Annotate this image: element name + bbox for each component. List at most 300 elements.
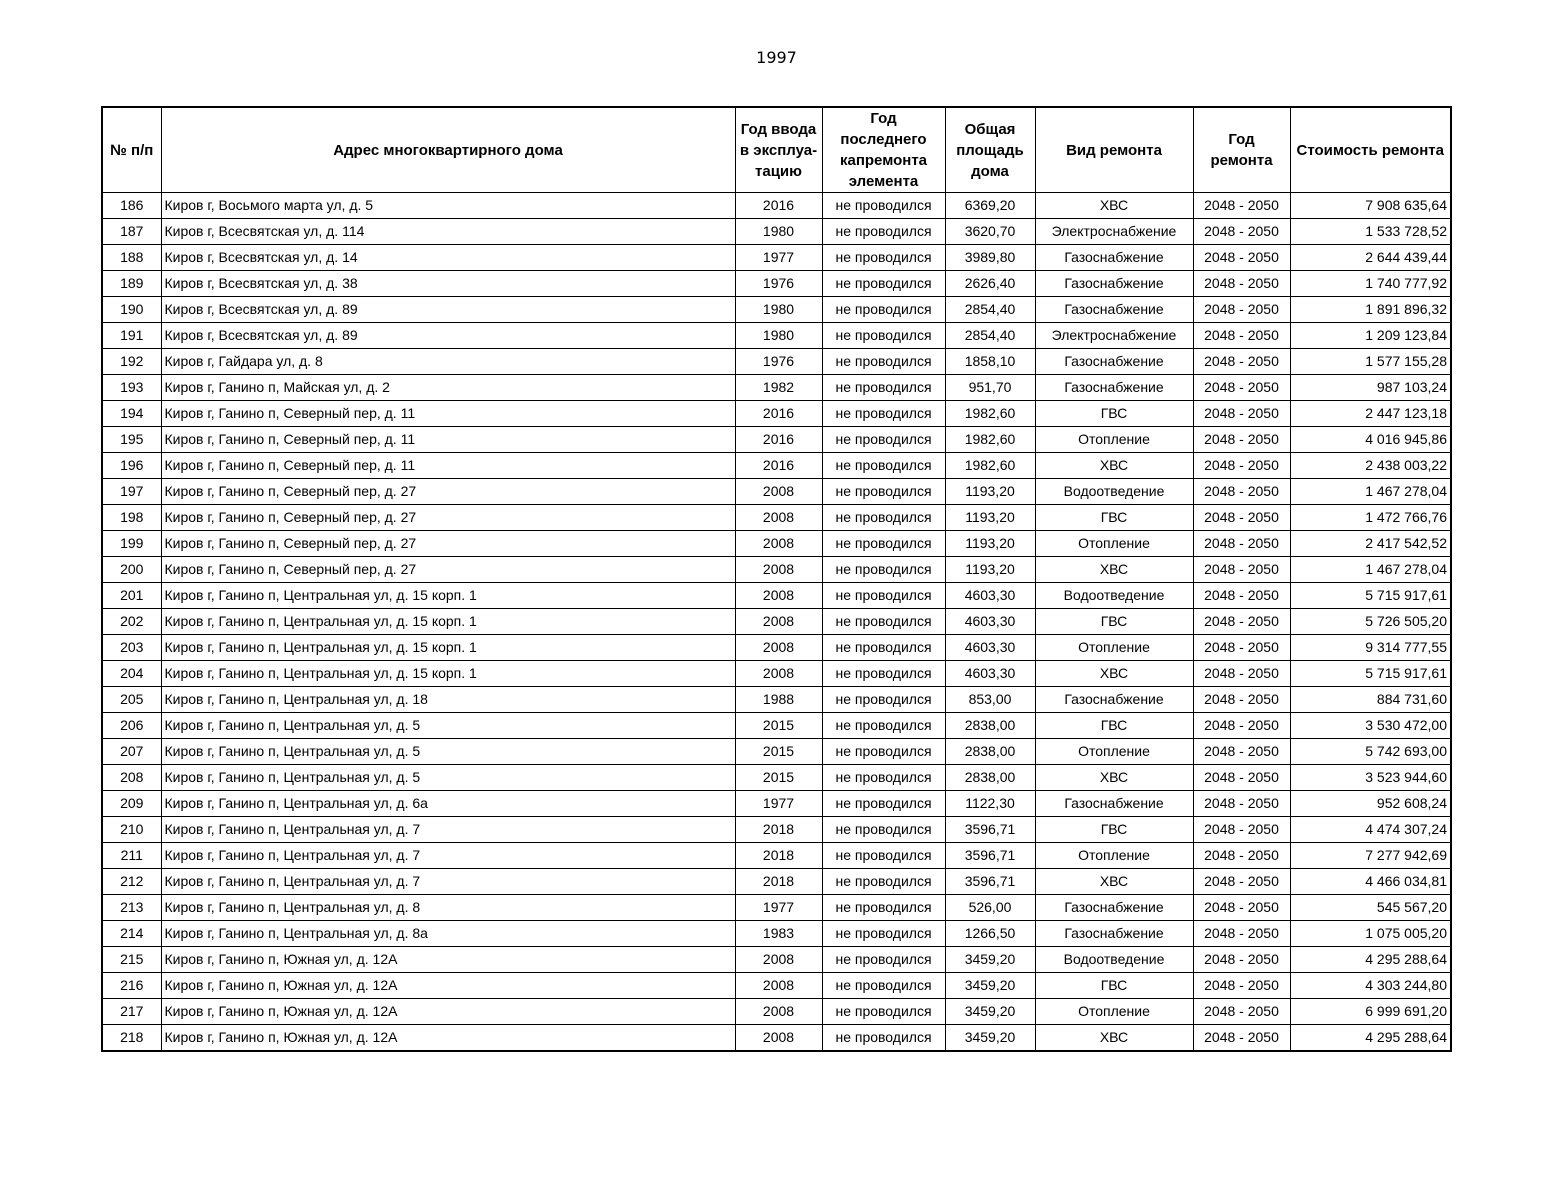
cell-address: Киров г, Ганино п, Центральная ул, д. 15 корп. 1 bbox=[161, 609, 735, 635]
table-row bbox=[102, 687, 1451, 713]
table-row bbox=[102, 869, 1451, 895]
cell-year-built: 2018 bbox=[735, 843, 822, 869]
cell-year-built: 2018 bbox=[735, 869, 822, 895]
cell-repair-year: 2048 - 2050 bbox=[1193, 635, 1290, 661]
cell-cost: 6 999 691,20 bbox=[1290, 999, 1451, 1025]
cell-num: 218 bbox=[102, 1025, 161, 1052]
cell-area: 3459,20 bbox=[945, 999, 1035, 1025]
cell-repair-year: 2048 - 2050 bbox=[1193, 791, 1290, 817]
cell-year-built: 2008 bbox=[735, 973, 822, 999]
cell-repair-year: 2048 - 2050 bbox=[1193, 583, 1290, 609]
cell-repair-type: ГВС bbox=[1035, 817, 1193, 843]
cell-repair-type: Газоснабжение bbox=[1035, 297, 1193, 323]
cell-repair-type: Отопление bbox=[1035, 531, 1193, 557]
cell-address: Киров г, Ганино п, Центральная ул, д. 15 корп. 1 bbox=[161, 661, 735, 687]
cell-num: 198 bbox=[102, 505, 161, 531]
cell-repair-year: 2048 - 2050 bbox=[1193, 427, 1290, 453]
cell-num: 191 bbox=[102, 323, 161, 349]
cell-area: 2838,00 bbox=[945, 765, 1035, 791]
table-row bbox=[102, 817, 1451, 843]
cell-num: 199 bbox=[102, 531, 161, 557]
cell-year-built: 2008 bbox=[735, 1025, 822, 1052]
cell-cost: 4 295 288,64 bbox=[1290, 947, 1451, 973]
cell-area: 3459,20 bbox=[945, 947, 1035, 973]
page-number: 1997 bbox=[756, 48, 797, 67]
cell-num: 212 bbox=[102, 869, 161, 895]
cell-year-last-repair: не проводился bbox=[822, 349, 945, 375]
cell-num: 200 bbox=[102, 557, 161, 583]
table-row bbox=[102, 219, 1451, 245]
cell-area: 4603,30 bbox=[945, 583, 1035, 609]
cell-num: 206 bbox=[102, 713, 161, 739]
cell-repair-year: 2048 - 2050 bbox=[1193, 999, 1290, 1025]
cell-year-built: 1983 bbox=[735, 921, 822, 947]
cell-repair-type: Водоотведение bbox=[1035, 479, 1193, 505]
cell-area: 853,00 bbox=[945, 687, 1035, 713]
cell-repair-year: 2048 - 2050 bbox=[1193, 973, 1290, 999]
cell-area: 1982,60 bbox=[945, 427, 1035, 453]
table-row bbox=[102, 921, 1451, 947]
table-row bbox=[102, 895, 1451, 921]
cell-address: Киров г, Ганино п, Центральная ул, д. 15 корп. 1 bbox=[161, 583, 735, 609]
cell-repair-year: 2048 - 2050 bbox=[1193, 921, 1290, 947]
cell-year-built: 2016 bbox=[735, 401, 822, 427]
cell-area: 1122,30 bbox=[945, 791, 1035, 817]
header-year-built: Год ввода в эксплуа-тацию bbox=[735, 107, 822, 193]
cell-repair-year: 2048 - 2050 bbox=[1193, 609, 1290, 635]
cell-cost: 4 466 034,81 bbox=[1290, 869, 1451, 895]
cell-area: 951,70 bbox=[945, 375, 1035, 401]
cell-address: Киров г, Ганино п, Центральная ул, д. 7 bbox=[161, 817, 735, 843]
cell-repair-type: Газоснабжение bbox=[1035, 245, 1193, 271]
header-repair-year: Год ремонта bbox=[1193, 107, 1290, 193]
cell-area: 3596,71 bbox=[945, 843, 1035, 869]
cell-cost: 5 742 693,00 bbox=[1290, 739, 1451, 765]
cell-year-built: 2008 bbox=[735, 947, 822, 973]
cell-num: 194 bbox=[102, 401, 161, 427]
table-row bbox=[102, 505, 1451, 531]
cell-year-built: 2008 bbox=[735, 583, 822, 609]
cell-year-last-repair: не проводился bbox=[822, 323, 945, 349]
cell-year-built: 2015 bbox=[735, 765, 822, 791]
cell-area: 3459,20 bbox=[945, 973, 1035, 999]
cell-year-built: 1980 bbox=[735, 297, 822, 323]
header-year-last-repair: Год последнего капремонта элемента bbox=[822, 107, 945, 193]
table-row bbox=[102, 791, 1451, 817]
cell-area: 4603,30 bbox=[945, 661, 1035, 687]
cell-repair-year: 2048 - 2050 bbox=[1193, 895, 1290, 921]
cell-year-built: 2015 bbox=[735, 713, 822, 739]
cell-repair-type: Газоснабжение bbox=[1035, 687, 1193, 713]
table-row bbox=[102, 661, 1451, 687]
cell-repair-type: Отопление bbox=[1035, 427, 1193, 453]
table-row bbox=[102, 349, 1451, 375]
cell-address: Киров г, Ганино п, Центральная ул, д. 18 bbox=[161, 687, 735, 713]
cell-area: 2838,00 bbox=[945, 739, 1035, 765]
cell-area: 1858,10 bbox=[945, 349, 1035, 375]
cell-area: 4603,30 bbox=[945, 635, 1035, 661]
cell-address: Киров г, Ганино п, Центральная ул, д. 15 корп. 1 bbox=[161, 635, 735, 661]
cell-repair-year: 2048 - 2050 bbox=[1193, 401, 1290, 427]
cell-address: Киров г, Ганино п, Центральная ул, д. 8а bbox=[161, 921, 735, 947]
table-row bbox=[102, 999, 1451, 1025]
header-num: № п/п bbox=[102, 107, 161, 193]
table-row bbox=[102, 375, 1451, 401]
cell-year-last-repair: не проводился bbox=[822, 791, 945, 817]
cell-area: 2626,40 bbox=[945, 271, 1035, 297]
cell-area: 6369,20 bbox=[945, 193, 1035, 219]
cell-address: Киров г, Ганино п, Центральная ул, д. 7 bbox=[161, 843, 735, 869]
cell-area: 1982,60 bbox=[945, 453, 1035, 479]
cell-year-last-repair: не проводился bbox=[822, 245, 945, 271]
cell-area: 3459,20 bbox=[945, 1025, 1035, 1052]
cell-num: 205 bbox=[102, 687, 161, 713]
cell-cost: 545 567,20 bbox=[1290, 895, 1451, 921]
cell-repair-type: ХВС bbox=[1035, 661, 1193, 687]
cell-repair-type: ГВС bbox=[1035, 505, 1193, 531]
cell-repair-type: Отопление bbox=[1035, 843, 1193, 869]
cell-year-last-repair: не проводился bbox=[822, 817, 945, 843]
cell-address: Киров г, Восьмого марта ул, д. 5 bbox=[161, 193, 735, 219]
repair-register-table bbox=[101, 106, 1452, 1052]
cell-area: 3596,71 bbox=[945, 869, 1035, 895]
cell-num: 186 bbox=[102, 193, 161, 219]
cell-year-built: 1980 bbox=[735, 219, 822, 245]
cell-year-built: 1982 bbox=[735, 375, 822, 401]
cell-year-built: 1976 bbox=[735, 349, 822, 375]
cell-num: 213 bbox=[102, 895, 161, 921]
cell-address: Киров г, Ганино п, Северный пер, д. 27 bbox=[161, 505, 735, 531]
cell-year-built: 1977 bbox=[735, 791, 822, 817]
cell-year-last-repair: не проводился bbox=[822, 219, 945, 245]
cell-repair-type: Отопление bbox=[1035, 999, 1193, 1025]
cell-num: 214 bbox=[102, 921, 161, 947]
cell-year-built: 2008 bbox=[735, 557, 822, 583]
cell-year-built: 1988 bbox=[735, 687, 822, 713]
cell-repair-type: Водоотведение bbox=[1035, 947, 1193, 973]
cell-address: Киров г, Ганино п, Северный пер, д. 27 bbox=[161, 557, 735, 583]
cell-repair-year: 2048 - 2050 bbox=[1193, 271, 1290, 297]
cell-year-last-repair: не проводился bbox=[822, 765, 945, 791]
cell-repair-type: ХВС bbox=[1035, 557, 1193, 583]
cell-cost: 9 314 777,55 bbox=[1290, 635, 1451, 661]
cell-year-built: 2016 bbox=[735, 453, 822, 479]
cell-area: 3620,70 bbox=[945, 219, 1035, 245]
cell-repair-type: ГВС bbox=[1035, 609, 1193, 635]
cell-num: 201 bbox=[102, 583, 161, 609]
table-row bbox=[102, 245, 1451, 271]
cell-repair-type: Газоснабжение bbox=[1035, 921, 1193, 947]
table-row bbox=[102, 323, 1451, 349]
cell-repair-type: ГВС bbox=[1035, 401, 1193, 427]
cell-cost: 1 467 278,04 bbox=[1290, 479, 1451, 505]
table-row bbox=[102, 479, 1451, 505]
cell-year-built: 2008 bbox=[735, 531, 822, 557]
cell-cost: 2 447 123,18 bbox=[1290, 401, 1451, 427]
table-row bbox=[102, 973, 1451, 999]
cell-year-last-repair: не проводился bbox=[822, 375, 945, 401]
cell-address: Киров г, Всесвятская ул, д. 14 bbox=[161, 245, 735, 271]
table-row bbox=[102, 453, 1451, 479]
table-row bbox=[102, 401, 1451, 427]
cell-repair-year: 2048 - 2050 bbox=[1193, 219, 1290, 245]
cell-year-last-repair: не проводился bbox=[822, 713, 945, 739]
cell-repair-type: Газоснабжение bbox=[1035, 375, 1193, 401]
cell-cost: 5 715 917,61 bbox=[1290, 583, 1451, 609]
cell-repair-type: Отопление bbox=[1035, 739, 1193, 765]
cell-cost: 1 533 728,52 bbox=[1290, 219, 1451, 245]
cell-year-last-repair: не проводился bbox=[822, 687, 945, 713]
cell-num: 195 bbox=[102, 427, 161, 453]
cell-cost: 884 731,60 bbox=[1290, 687, 1451, 713]
cell-year-last-repair: не проводился bbox=[822, 583, 945, 609]
table-row bbox=[102, 765, 1451, 791]
cell-area: 3989,80 bbox=[945, 245, 1035, 271]
cell-num: 189 bbox=[102, 271, 161, 297]
cell-repair-type: ХВС bbox=[1035, 869, 1193, 895]
cell-num: 197 bbox=[102, 479, 161, 505]
cell-year-last-repair: не проводился bbox=[822, 505, 945, 531]
cell-num: 192 bbox=[102, 349, 161, 375]
table-row bbox=[102, 713, 1451, 739]
cell-address: Киров г, Всесвятская ул, д. 89 bbox=[161, 297, 735, 323]
header-area: Общая площадь дома bbox=[945, 107, 1035, 193]
cell-cost: 5 726 505,20 bbox=[1290, 609, 1451, 635]
table-row bbox=[102, 609, 1451, 635]
cell-repair-year: 2048 - 2050 bbox=[1193, 349, 1290, 375]
table-row bbox=[102, 557, 1451, 583]
cell-year-last-repair: не проводился bbox=[822, 271, 945, 297]
cell-cost: 1 467 278,04 bbox=[1290, 557, 1451, 583]
cell-address: Киров г, Ганино п, Северный пер, д. 11 bbox=[161, 427, 735, 453]
cell-cost: 952 608,24 bbox=[1290, 791, 1451, 817]
cell-cost: 1 577 155,28 bbox=[1290, 349, 1451, 375]
cell-repair-year: 2048 - 2050 bbox=[1193, 947, 1290, 973]
cell-repair-type: Газоснабжение bbox=[1035, 895, 1193, 921]
cell-num: 217 bbox=[102, 999, 161, 1025]
cell-year-last-repair: не проводился bbox=[822, 999, 945, 1025]
cell-address: Киров г, Ганино п, Северный пер, д. 27 bbox=[161, 479, 735, 505]
cell-year-last-repair: не проводился bbox=[822, 401, 945, 427]
cell-year-last-repair: не проводился bbox=[822, 869, 945, 895]
cell-year-built: 2015 bbox=[735, 739, 822, 765]
cell-repair-type: ХВС bbox=[1035, 765, 1193, 791]
cell-repair-year: 2048 - 2050 bbox=[1193, 739, 1290, 765]
cell-year-last-repair: не проводился bbox=[822, 609, 945, 635]
cell-cost: 4 295 288,64 bbox=[1290, 1025, 1451, 1052]
cell-num: 188 bbox=[102, 245, 161, 271]
cell-num: 216 bbox=[102, 973, 161, 999]
cell-address: Киров г, Ганино п, Майская ул, д. 2 bbox=[161, 375, 735, 401]
cell-repair-year: 2048 - 2050 bbox=[1193, 453, 1290, 479]
cell-repair-year: 2048 - 2050 bbox=[1193, 531, 1290, 557]
table-body bbox=[102, 193, 1451, 1052]
table-row bbox=[102, 843, 1451, 869]
cell-cost: 4 474 307,24 bbox=[1290, 817, 1451, 843]
cell-year-built: 2008 bbox=[735, 609, 822, 635]
cell-address: Киров г, Всесвятская ул, д. 89 bbox=[161, 323, 735, 349]
cell-repair-year: 2048 - 2050 bbox=[1193, 869, 1290, 895]
cell-address: Киров г, Ганино п, Южная ул, д. 12А bbox=[161, 1025, 735, 1052]
cell-year-last-repair: не проводился bbox=[822, 531, 945, 557]
cell-address: Киров г, Ганино п, Северный пер, д. 11 bbox=[161, 453, 735, 479]
cell-cost: 2 417 542,52 bbox=[1290, 531, 1451, 557]
cell-repair-year: 2048 - 2050 bbox=[1193, 661, 1290, 687]
cell-cost: 1 472 766,76 bbox=[1290, 505, 1451, 531]
cell-repair-year: 2048 - 2050 bbox=[1193, 375, 1290, 401]
cell-address: Киров г, Ганино п, Северный пер, д. 27 bbox=[161, 531, 735, 557]
table-row bbox=[102, 635, 1451, 661]
cell-cost: 3 523 944,60 bbox=[1290, 765, 1451, 791]
cell-address: Киров г, Ганино п, Южная ул, д. 12А bbox=[161, 999, 735, 1025]
cell-address: Киров г, Гайдара ул, д. 8 bbox=[161, 349, 735, 375]
cell-repair-type: Газоснабжение bbox=[1035, 349, 1193, 375]
cell-area: 2854,40 bbox=[945, 323, 1035, 349]
cell-cost: 7 277 942,69 bbox=[1290, 843, 1451, 869]
cell-address: Киров г, Ганино п, Центральная ул, д. 5 bbox=[161, 765, 735, 791]
cell-repair-type: Газоснабжение bbox=[1035, 271, 1193, 297]
cell-num: 210 bbox=[102, 817, 161, 843]
cell-repair-year: 2048 - 2050 bbox=[1193, 323, 1290, 349]
cell-area: 3596,71 bbox=[945, 817, 1035, 843]
cell-num: 209 bbox=[102, 791, 161, 817]
cell-repair-year: 2048 - 2050 bbox=[1193, 193, 1290, 219]
cell-area: 1193,20 bbox=[945, 505, 1035, 531]
cell-area: 1193,20 bbox=[945, 479, 1035, 505]
cell-address: Киров г, Ганино п, Северный пер, д. 11 bbox=[161, 401, 735, 427]
cell-repair-type: Электроснабжение bbox=[1035, 219, 1193, 245]
cell-year-last-repair: не проводился bbox=[822, 947, 945, 973]
cell-repair-type: Газоснабжение bbox=[1035, 791, 1193, 817]
header-repair-type: Вид ремонта bbox=[1035, 107, 1193, 193]
cell-year-built: 1977 bbox=[735, 245, 822, 271]
cell-year-last-repair: не проводился bbox=[822, 921, 945, 947]
table-row bbox=[102, 947, 1451, 973]
cell-year-built: 2008 bbox=[735, 661, 822, 687]
cell-repair-year: 2048 - 2050 bbox=[1193, 557, 1290, 583]
table-row bbox=[102, 193, 1451, 219]
cell-year-built: 2008 bbox=[735, 479, 822, 505]
table-row bbox=[102, 583, 1451, 609]
cell-address: Киров г, Ганино п, Южная ул, д. 12А bbox=[161, 947, 735, 973]
table-row bbox=[102, 531, 1451, 557]
cell-repair-type: Водоотведение bbox=[1035, 583, 1193, 609]
cell-num: 196 bbox=[102, 453, 161, 479]
cell-year-built: 2008 bbox=[735, 635, 822, 661]
cell-address: Киров г, Ганино п, Центральная ул, д. 8 bbox=[161, 895, 735, 921]
cell-repair-type: ГВС bbox=[1035, 713, 1193, 739]
cell-repair-year: 2048 - 2050 bbox=[1193, 765, 1290, 791]
cell-year-built: 2008 bbox=[735, 999, 822, 1025]
cell-address: Киров г, Ганино п, Центральная ул, д. 5 bbox=[161, 739, 735, 765]
cell-repair-year: 2048 - 2050 bbox=[1193, 687, 1290, 713]
cell-year-last-repair: не проводился bbox=[822, 193, 945, 219]
cell-address: Киров г, Ганино п, Центральная ул, д. 6а bbox=[161, 791, 735, 817]
cell-num: 203 bbox=[102, 635, 161, 661]
cell-cost: 1 891 896,32 bbox=[1290, 297, 1451, 323]
cell-repair-year: 2048 - 2050 bbox=[1193, 1025, 1290, 1052]
cell-cost: 987 103,24 bbox=[1290, 375, 1451, 401]
cell-cost: 7 908 635,64 bbox=[1290, 193, 1451, 219]
cell-cost: 4 016 945,86 bbox=[1290, 427, 1451, 453]
cell-num: 207 bbox=[102, 739, 161, 765]
cell-repair-type: ХВС bbox=[1035, 193, 1193, 219]
cell-num: 215 bbox=[102, 947, 161, 973]
cell-year-last-repair: не проводился bbox=[822, 739, 945, 765]
cell-num: 204 bbox=[102, 661, 161, 687]
table-row bbox=[102, 739, 1451, 765]
cell-repair-type: ГВС bbox=[1035, 973, 1193, 999]
cell-address: Киров г, Ганино п, Южная ул, д. 12А bbox=[161, 973, 735, 999]
cell-cost: 2 438 003,22 bbox=[1290, 453, 1451, 479]
cell-cost: 3 530 472,00 bbox=[1290, 713, 1451, 739]
cell-repair-year: 2048 - 2050 bbox=[1193, 479, 1290, 505]
table-header-row bbox=[102, 107, 1451, 193]
cell-num: 187 bbox=[102, 219, 161, 245]
cell-cost: 1 740 777,92 bbox=[1290, 271, 1451, 297]
cell-area: 526,00 bbox=[945, 895, 1035, 921]
cell-year-last-repair: не проводился bbox=[822, 427, 945, 453]
cell-num: 208 bbox=[102, 765, 161, 791]
table-row bbox=[102, 427, 1451, 453]
table-row bbox=[102, 271, 1451, 297]
table-row bbox=[102, 297, 1451, 323]
header-address: Адрес многоквартирного дома bbox=[161, 107, 735, 193]
cell-repair-year: 2048 - 2050 bbox=[1193, 713, 1290, 739]
cell-repair-year: 2048 - 2050 bbox=[1193, 505, 1290, 531]
cell-address: Киров г, Ганино п, Центральная ул, д. 7 bbox=[161, 869, 735, 895]
cell-year-built: 2008 bbox=[735, 505, 822, 531]
cell-year-last-repair: не проводился bbox=[822, 843, 945, 869]
cell-year-built: 1976 bbox=[735, 271, 822, 297]
cell-address: Киров г, Ганино п, Центральная ул, д. 5 bbox=[161, 713, 735, 739]
cell-num: 193 bbox=[102, 375, 161, 401]
cell-repair-type: ХВС bbox=[1035, 1025, 1193, 1052]
cell-area: 1982,60 bbox=[945, 401, 1035, 427]
table-row bbox=[102, 1025, 1451, 1052]
header-cost: Стоимость ремонта bbox=[1290, 107, 1451, 193]
cell-cost: 2 644 439,44 bbox=[1290, 245, 1451, 271]
cell-year-last-repair: не проводился bbox=[822, 479, 945, 505]
cell-num: 202 bbox=[102, 609, 161, 635]
cell-area: 1266,50 bbox=[945, 921, 1035, 947]
cell-area: 2838,00 bbox=[945, 713, 1035, 739]
cell-cost: 5 715 917,61 bbox=[1290, 661, 1451, 687]
cell-year-built: 1980 bbox=[735, 323, 822, 349]
cell-num: 211 bbox=[102, 843, 161, 869]
cell-area: 1193,20 bbox=[945, 531, 1035, 557]
cell-year-built: 1977 bbox=[735, 895, 822, 921]
cell-year-last-repair: не проводился bbox=[822, 895, 945, 921]
cell-repair-year: 2048 - 2050 bbox=[1193, 245, 1290, 271]
cell-cost: 1 075 005,20 bbox=[1290, 921, 1451, 947]
cell-repair-type: ХВС bbox=[1035, 453, 1193, 479]
cell-year-last-repair: не проводился bbox=[822, 453, 945, 479]
cell-year-last-repair: не проводился bbox=[822, 1025, 945, 1052]
cell-cost: 4 303 244,80 bbox=[1290, 973, 1451, 999]
cell-year-built: 2018 bbox=[735, 817, 822, 843]
cell-year-built: 2016 bbox=[735, 427, 822, 453]
cell-area: 2854,40 bbox=[945, 297, 1035, 323]
cell-cost: 1 209 123,84 bbox=[1290, 323, 1451, 349]
cell-year-last-repair: не проводился bbox=[822, 635, 945, 661]
cell-repair-year: 2048 - 2050 bbox=[1193, 817, 1290, 843]
cell-year-built: 2016 bbox=[735, 193, 822, 219]
cell-num: 190 bbox=[102, 297, 161, 323]
cell-year-last-repair: не проводился bbox=[822, 557, 945, 583]
cell-repair-year: 2048 - 2050 bbox=[1193, 297, 1290, 323]
cell-repair-type: Отопление bbox=[1035, 635, 1193, 661]
